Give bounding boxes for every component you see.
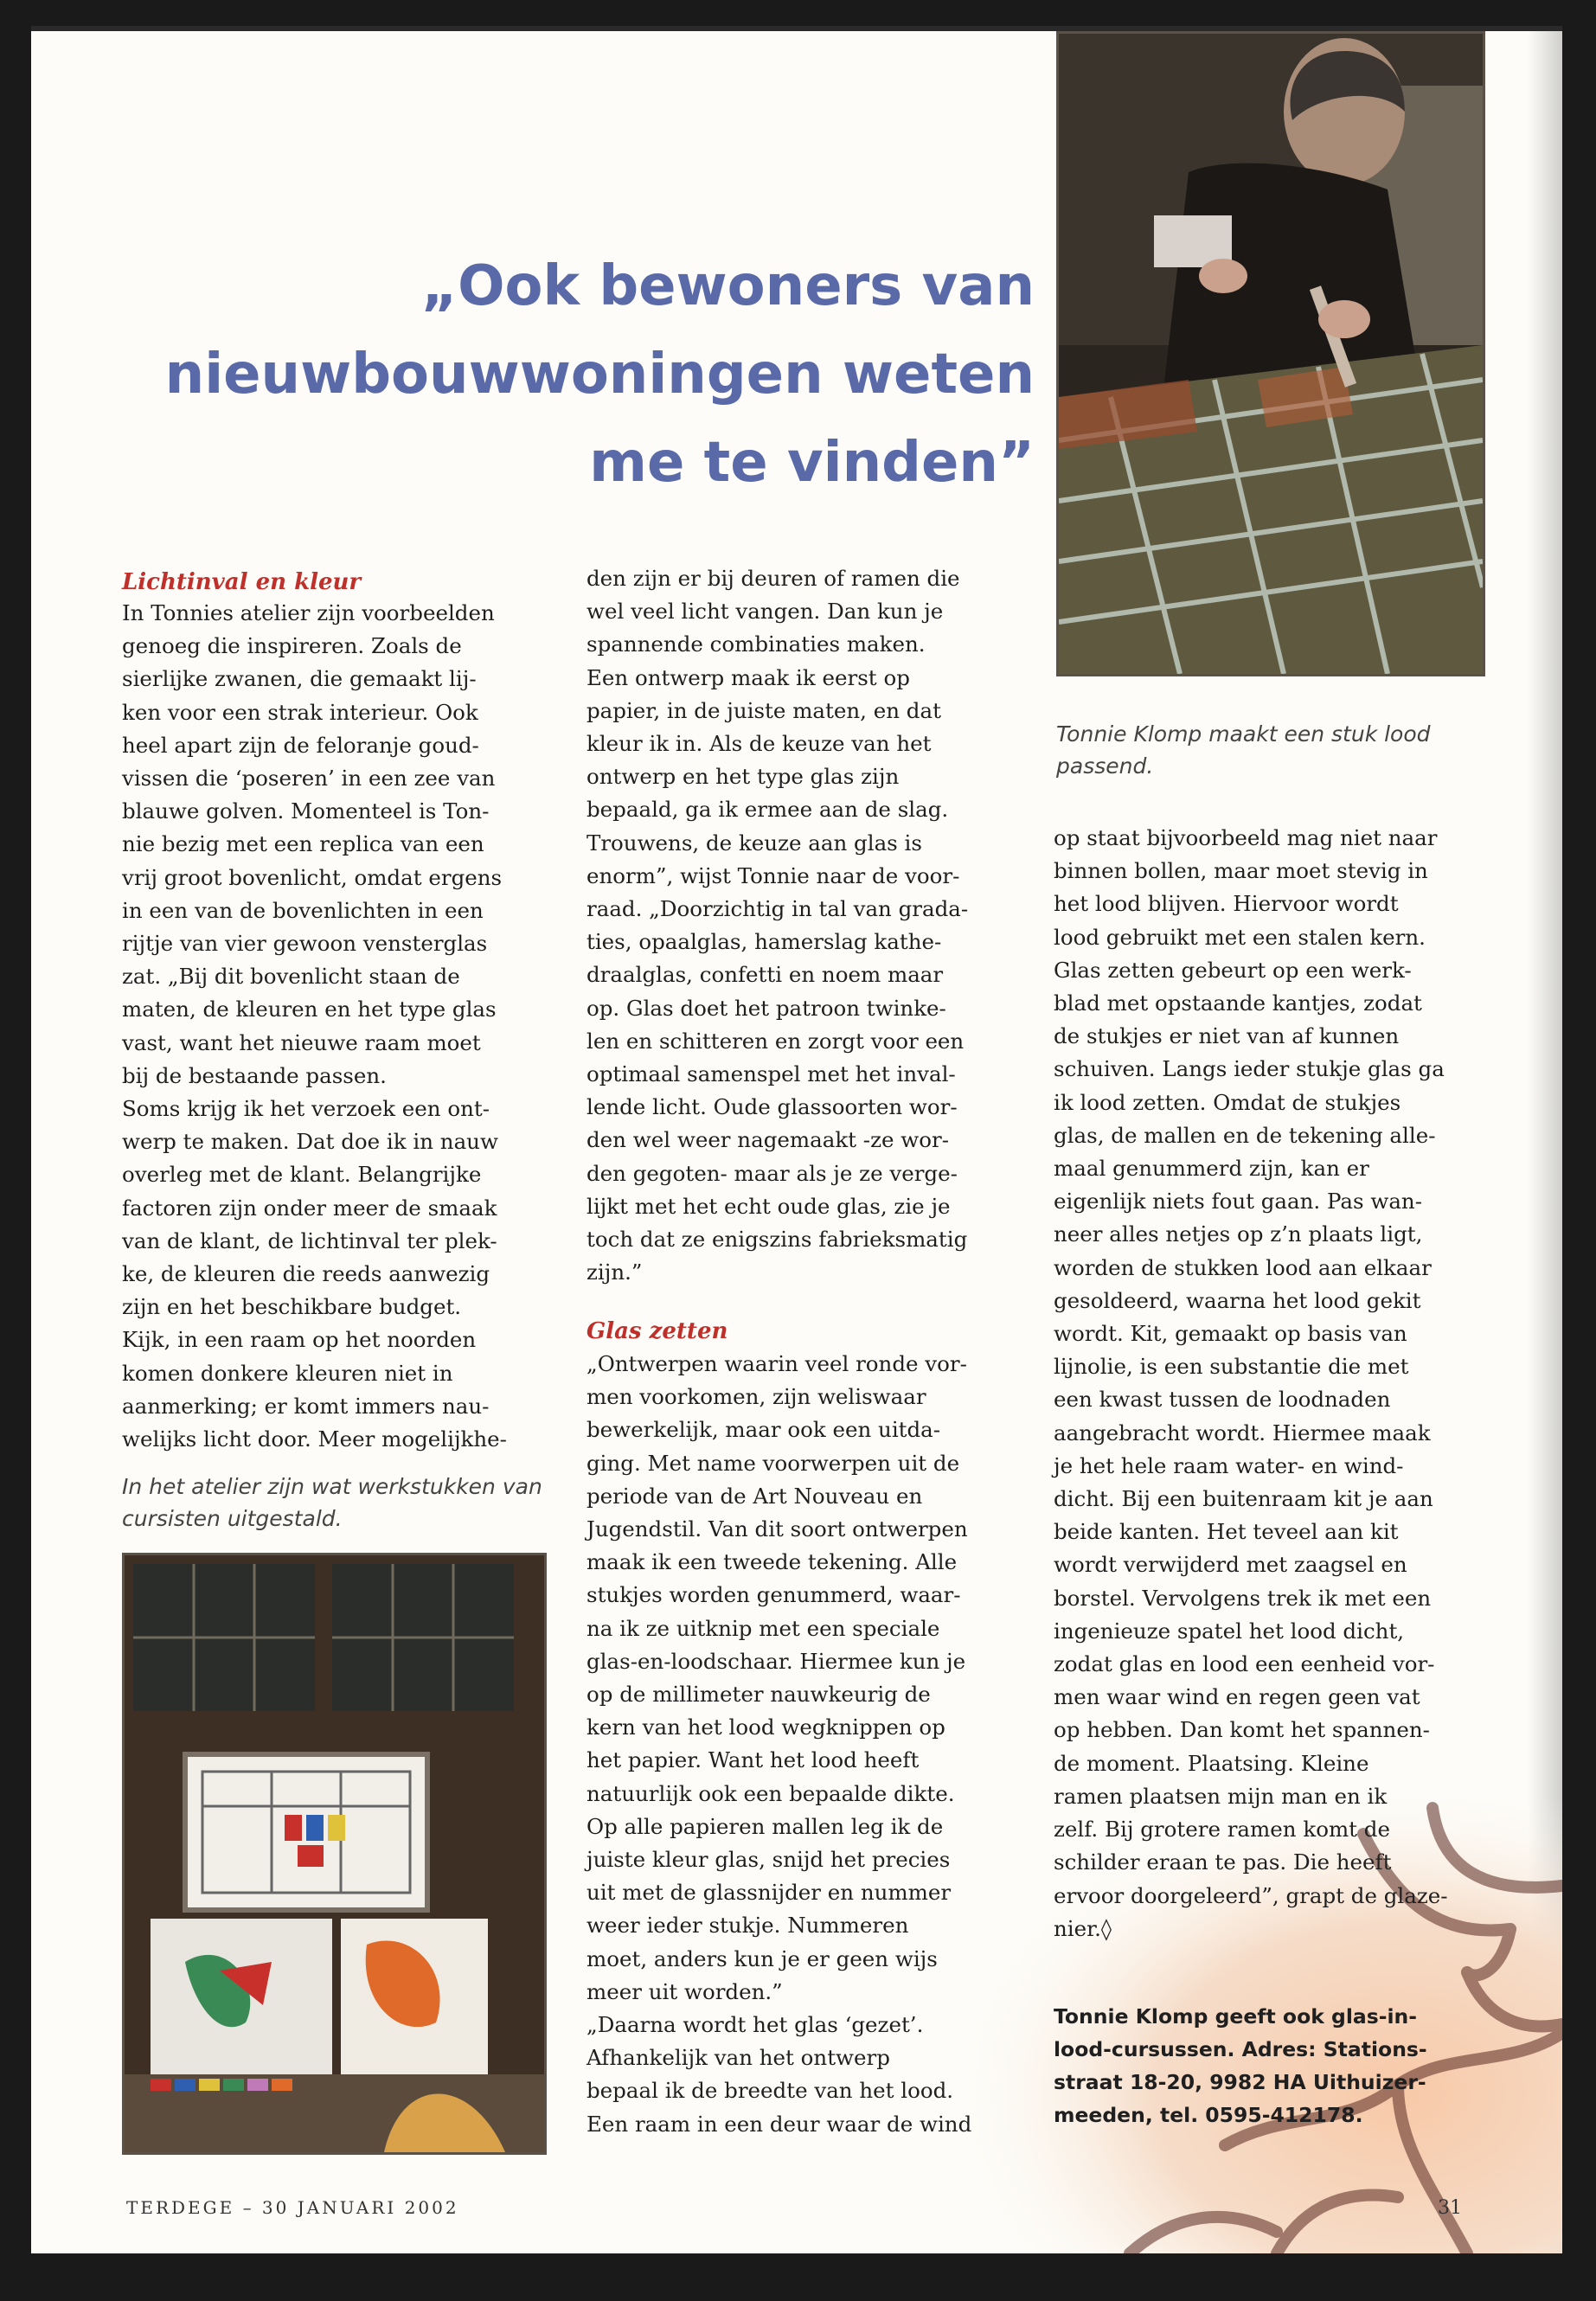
column-2-text-part-a: den zijn er bij deuren of ramen die wel veel licht vangen. Dan kun je spannende combinaties maken. Een ontwerp maak ik eerst op papier, in de juiste maten, en dat kleur ik in. Als de keuze van het ontwerp en het type glas zijn bepaald, ga ik ermee aan de slag. Trouwens, de keuze aan glas is enorm”, wijst Tonnie naar de voor- raad. „Doorzichtig in tal van grada- ties, opaalglas, hamerslag kathe- draalglas, confetti en noem maar op. Glas doet het patroon twinke- len en schitteren en zorgt voor een optimaal samenspel met het inval- lende licht. Oude glassoorten wor- den wel weer nagemaakt -ze wor- den gegoten- maar als je ze verge- lijkt met het echt oude glas, zie je toch dat ze enigszins fabrieksmatig zijn.” [586,566,969,1285]
headline-line-1: „Ook bewoners van [421,254,1035,318]
page-number: 31 [1438,2197,1462,2219]
magazine-page [31,26,1562,2253]
photo-student-work [122,1553,547,2155]
column-1-text: In Tonnies atelier zijn voorbeelden genoeg die inspireren. Zoals de sierlijke zwanen, die gemaakt lij- ken voor een strak interieur. Ook heel apart zijn de feloranje goud- vissen die ‘poseren’ in een zee van blauwe golven. Momenteel is Ton- nie bezig met een replica van een vrij groot bovenlicht, omdat ergens in een van de bovenlichten in een rijtje van vier gewoon vensterglas zat. „Bij dit bovenlicht staan de maten, de kleuren en het type glas vast, want het nieuwe raam moet bij de bestaande passen. Soms krijg ik het verzoek een ont- werp te maken. Dat doe ik in nauw overleg met de klant. Belangrijke factoren zijn onder meer de smaak van de klant, de lichtinval ter plek- ke, de kleuren die reeds aanwezig zijn en het beschikbare budget. Kijk, in een raam op het noorden komen donkere kleuren niet in aanmerking; er komt immers nau- welijks licht door. Meer mogelijkhe- [122,600,507,1452]
course-info-box: Tonnie Klomp geeft ook glas-in- lood-cursussen. Adres: Stations- straat 18-20, 9982 HA Uithuizer- meeden, tel. 0595-412178. [1054,2004,1427,2127]
column-2-text-part-b: „Ontwerpen waarin veel ronde vor- men voorkomen, zijn weliswaar bewerkelijk, maar ook een uitda- ging. Met name voorwerpen uit de periode van de Art Nouveau en Jugendstil. Van dit soort ontwerpen maak ik een tweede tekening. Alle stukjes worden genummerd, waar- na ik ze uitknip met een speciale glas-en-loodschaar. Hiermee kun je op de millimeter nauwkeurig de kern van het lood wegknippen op het papier. Want het lood heeft natuurlijk ook een bepaalde dikte. Op alle papieren mallen leg ik de juiste kleur glas, snijd het precies uit met de glassnijder en nummer weer ieder stukje. Nummeren moet, anders kun je er geen wijs meer uit worden.” „Daarna wordt het glas ‘gezet’. Afhankelijk van het ontwerp bepaal ik de breedte van het lood. Een raam in een deur waar de wind [586,1351,972,2137]
photo-caption-bottom: In het atelier zijn wat werkstukken van cursisten uitgestald. [122,1474,542,1531]
photo-glazier-at-work [1056,31,1485,676]
headline-line-3: me te vinden” [589,431,1035,495]
photo-caption-top: Tonnie Klomp maakt een stuk lood passend. [1056,721,1431,779]
body-column-2b [586,1348,1036,2141]
article-headline [135,242,1035,507]
headline-line-2: nieuwbouwwoningen weten [164,343,1035,407]
student-work-photo-illustration [125,1555,544,2152]
subheading-glas-zetten: Glas zetten [586,1318,728,1344]
glazier-photo-illustration [1059,34,1483,674]
body-column-3 [1054,822,1503,1945]
body-column-1 [122,597,572,1456]
subheading-lichtinval: Lichtinval en kleur [122,569,362,595]
body-column-2 [586,562,1036,1289]
column-3-text: op staat bijvoorbeeld mag niet naar binnen bollen, maar moet stevig in het lood blijven. Hiervoor wordt lood gebruikt met een stalen kern. Glas zetten gebeurt op een werk- blad met opstaande kantjes, zodat de stukjes er niet van af kunnen schuiven. Langs ieder stukje glas ga ik lood zetten. Omdat de stukjes glas, de mallen en de tekening alle- maal genummerd zijn, kan er eigenlijk niets fout gaan. Pas wan- neer alles netjes op z’n plaats ligt, worden de stukken lood aan elkaar gesoldeerd, waarna het lood gekit wordt. Kit, gemaakt op basis van lijnolie, is een substantie die met een kwast tussen de loodnaden aangebracht wordt. Hiermee maak je het hele raam water- en wind- dicht. Bij een buitenraam kit je aan beide kanten. Het teveel aan kit wordt verwijderd met zaagsel en borstel. Vervolgens trek ik met een ingenieuze spatel het lood dicht, zodat glas en lood een eenheid vor- men waar wind en regen geen vat op hebben. Dan komt het spannen- de moment. Plaatsing. Kleine ramen plaatsen mijn man en ik zelf. Bij grotere ramen komt de schilder eraan te pas. Die heeft ervoor doorgeleerd”, grapt de glaze- nier.◊ [1054,825,1448,1941]
footer-publication-date: TERDEGE – 30 JANUARI 2002 [126,2197,459,2218]
